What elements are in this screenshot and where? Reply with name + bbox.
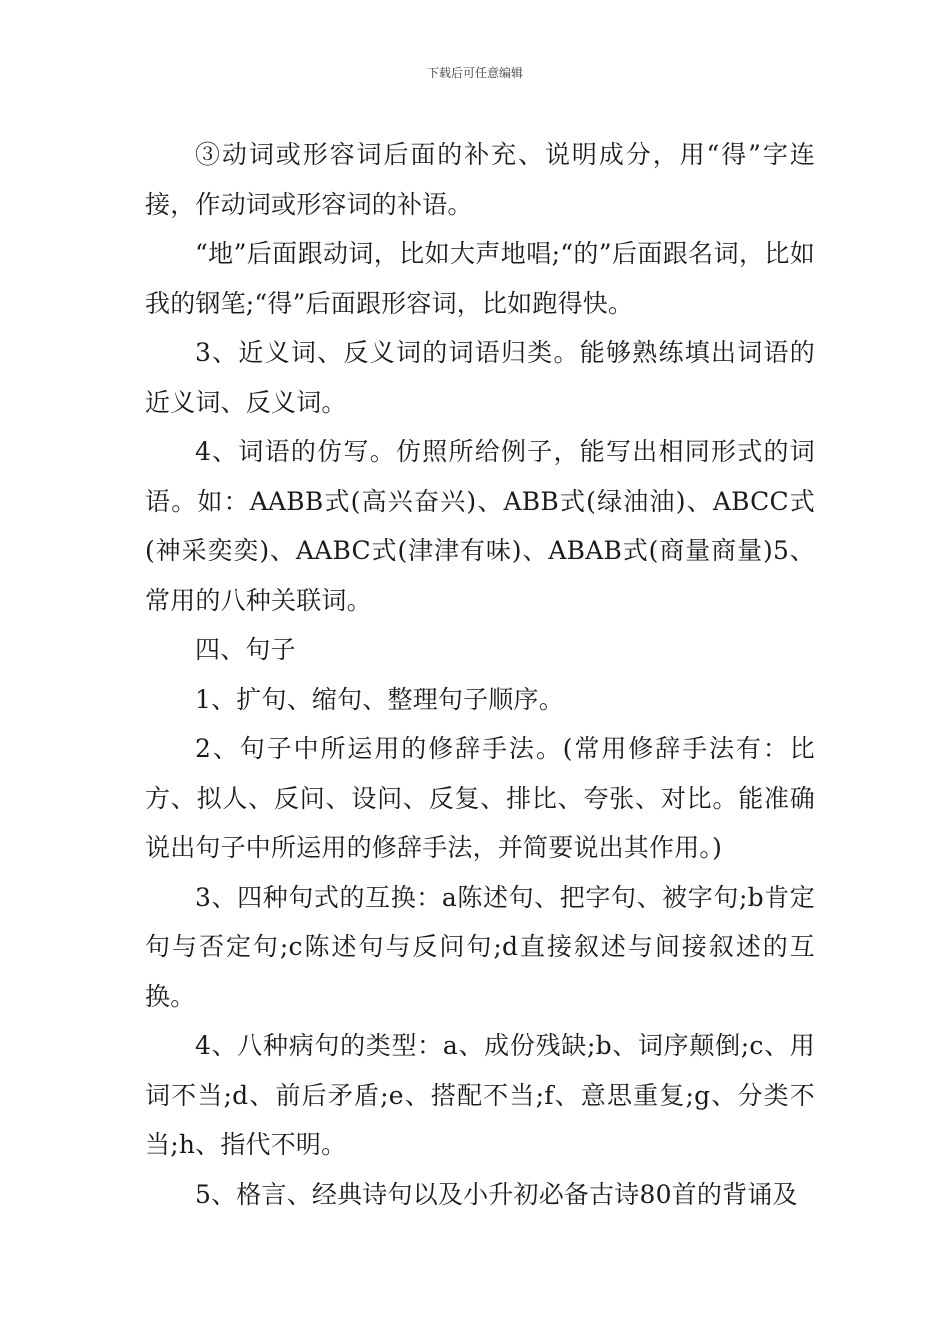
- paragraph-3: 3、近义词、反义词的词语归类。能够熟练填出词语的近义词、反义词。: [145, 338, 815, 417]
- paragraph-10: 5、格言、经典诗句以及小升初必备古诗80首的背诵及: [195, 1179, 798, 1209]
- paragraph-4: 4、词语的仿写。仿照所给例子，能写出相同形式的词语。如：AABB式(高兴奋兴)、ABB式(绿油油)、ABCC式(神采奕奕)、AABC式(津津有味)、ABAB式(商量商量)5、常用的八种关联词。: [145, 437, 815, 615]
- section-heading-sentences: 四、句子: [195, 635, 296, 664]
- paragraph-8: 3、四种句式的互换：a陈述句、把字句、被字句;b肯定句与否定句;c陈述句与反问句;d直接叙述与间接叙述的互换。: [145, 882, 815, 1011]
- document-body: [145, 130, 815, 1219]
- page-header: 下载后可任意编辑: [426, 66, 523, 80]
- paragraph-2: “地”后面跟动词，比如大声地唱;“的”后面跟名词，比如我的钢笔;“得”后面跟形容词，比如跑得快。: [145, 239, 815, 318]
- paragraph-1: ③动词或形容词后面的补充、说明成分，用“得”字连接，作动词或形容词的补语。: [145, 140, 815, 219]
- paragraph-9: 4、八种病句的类型：a、成份残缺;b、词序颠倒;c、用词不当;d、前后矛盾;e、搭配不当;f、意思重复;g、分类不当;h、指代不明。: [145, 1031, 815, 1159]
- paragraph-7: 2、句子中所运用的修辞手法。(常用修辞手法有：比方、拟人、反问、设问、反复、排比、夸张、对比。能准确说出句子中所运用的修辞手法，并简要说出其作用。): [145, 734, 815, 862]
- paragraph-6: 1、扩句、缩句、整理句子顺序。: [195, 684, 564, 714]
